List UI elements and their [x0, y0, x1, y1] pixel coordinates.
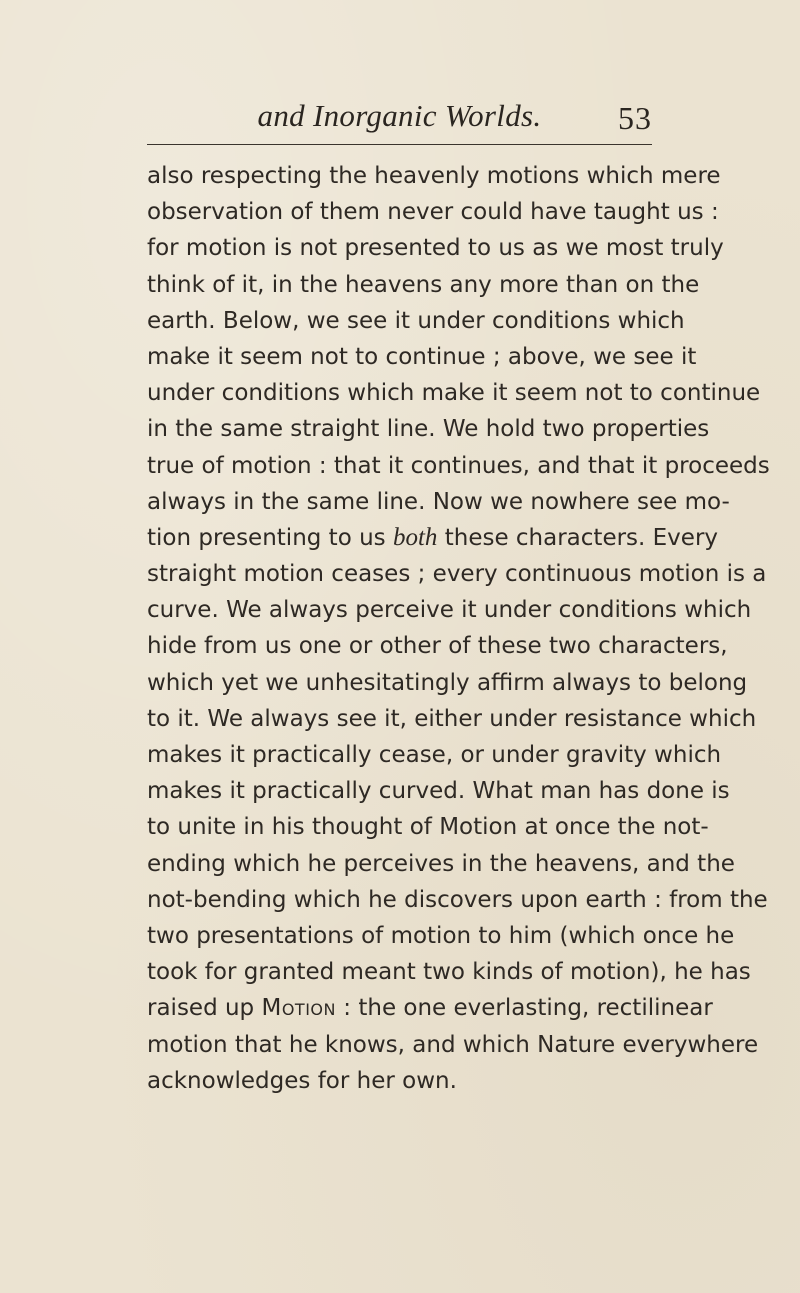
text-line-last: acknowledges for her own. [147, 1067, 457, 1094]
text-line: to unite in his thought of Motion at once the not- [147, 814, 709, 841]
body-paragraph [147, 158, 770, 1099]
text-line: for motion is not presented to us as we most truly [147, 235, 724, 262]
text-line: under conditions which make it seem not to continue [147, 380, 761, 407]
text-line: earth. Below, we see it under conditions which [147, 307, 685, 334]
line-segment: these characters. Every [437, 524, 719, 551]
text-line: observation of them never could have taught us : [147, 199, 719, 226]
text-line: two presentations of motion to him (which once he [147, 922, 735, 949]
text-line-emphasis [147, 520, 719, 556]
running-head [147, 98, 652, 138]
text-line: also respecting the heavenly motions which mere [147, 163, 721, 189]
text-line: always in the same line. Now we nowhere see mo- [147, 488, 730, 515]
line-segment: tion presenting to us [147, 524, 393, 551]
text-line: curve. We always perceive it under conditions which [147, 597, 752, 624]
text-line: straight motion ceases ; every continuous motion is a [147, 561, 767, 588]
header-rule [147, 144, 652, 145]
text-line: which yet we unhesitatingly affirm always to belong [147, 669, 748, 696]
text-line: took for granted meant two kinds of motion), he has [147, 959, 751, 986]
text-line: not-bending which he discovers upon earth : from the [147, 886, 768, 913]
text-line: makes it practically curved. What man has done is [147, 778, 730, 805]
text-line: motion that he knows, and which Nature everywhere [147, 1031, 759, 1058]
line-segment: raised up [147, 995, 262, 1022]
text-line: ending which he perceives in the heavens, and the [147, 850, 735, 877]
line-segment: : the one everlasting, rectilinear [335, 995, 713, 1022]
text-line-smallcaps [147, 990, 713, 1026]
page-number: 53 [618, 100, 652, 136]
text-line: to it. We always see it, either under resistance which [147, 705, 757, 732]
text-line: makes it practically cease, or under gravity which [147, 742, 722, 768]
running-title: and Inorganic Worlds. [257, 98, 542, 133]
italic-word: both [392, 523, 438, 551]
text-line: think of it, in the heavens any more than on the [147, 271, 700, 298]
text-line: hide from us one or other of these two characters, [147, 633, 728, 660]
text-line: make it seem not to continue ; above, we see it [147, 343, 697, 370]
text-line: in the same straight line. We hold two properties [147, 416, 710, 443]
smallcaps-word: Motion [261, 995, 336, 1022]
text-line: true of motion : that it continues, and that it proceeds [147, 452, 770, 479]
